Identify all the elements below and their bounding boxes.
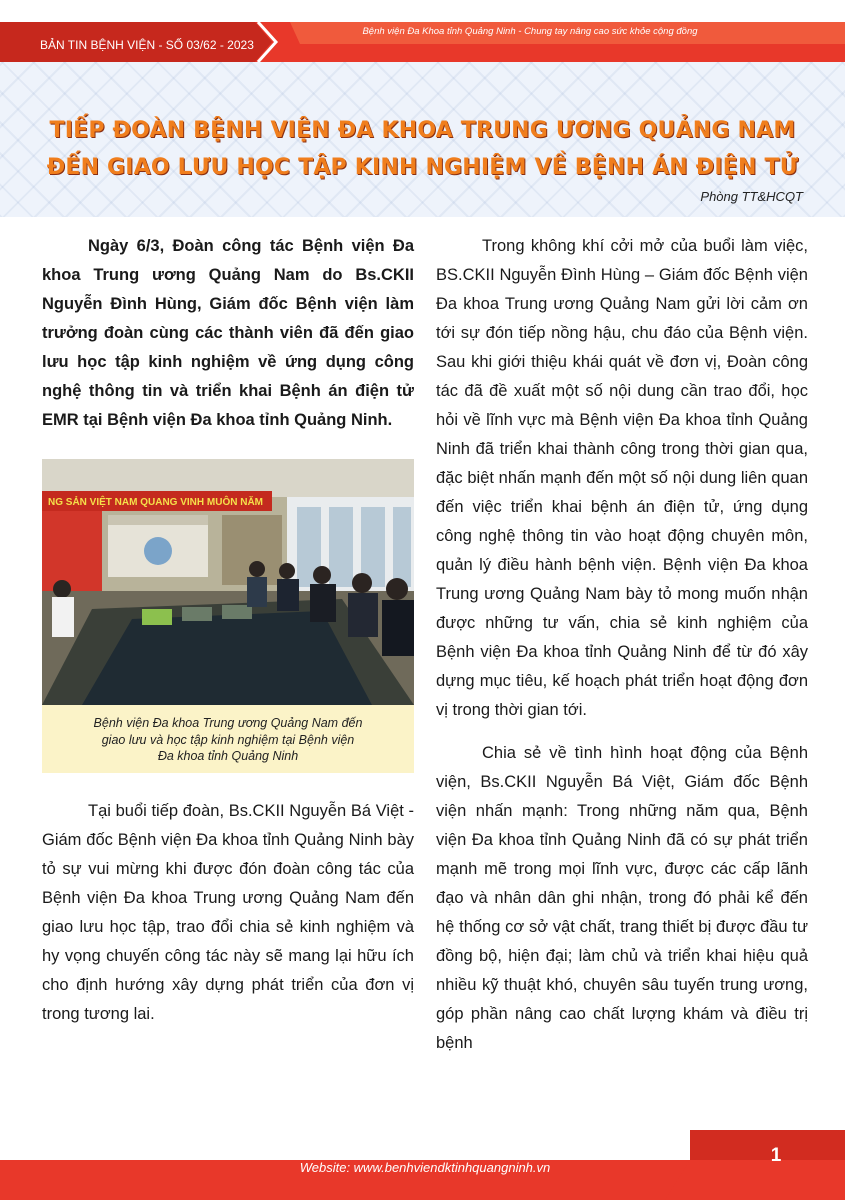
caption-line-3: Đa khoa tỉnh Quảng Ninh [157,749,299,763]
right-column [436,232,808,1072]
issue-label: BẢN TIN BỆNH VIỆN - SỐ 03/62 - 2023 [40,38,254,52]
photo-caption [42,705,414,773]
left-column [42,232,414,1043]
body-paragraph-left-1: Tại buổi tiếp đoàn, Bs.CKII Nguyễn Bá Việt - Giám đốc Bệnh viện Đa khoa tỉnh Quảng Ninh bày tỏ sự vui mừng khi được đón đoàn công tác của Bệnh viện Đa khoa Trung ương Quảng Nam đến giao lưu học tập, trao đổi chia sẻ kinh nghiệm và hy vọng chuyến công tác này sẽ mang lại hữu ích cho định hướng xây dựng phát triển của đơn vị trong tương lai. [42,802,414,1023]
meeting-photo [42,459,414,705]
caption-line-2: giao lưu và học tập kinh nghiệm tại Bệnh viện [101,732,355,747]
header-tagline: Bệnh viện Đa Khoa tỉnh Quảng Ninh - Chung tay nâng cao sức khỏe cộng đồng [362,26,698,37]
lead-paragraph: Ngày 6/3, Đoàn công tác Bệnh viện Đa khoa Trung ương Quảng Nam do Bs.CKII Nguyễn Đình Hùng, Giám đốc Bệnh viện làm trưởng đoàn cùng các thành viên đã đến giao lưu học tập kinh nghiệm về ứng dụng công nghệ thông tin và triển khai Bệnh án điện tử EMR tại Bệnh viện Đa khoa tỉnh Quảng Ninh. [42,237,414,429]
article-title [30,112,815,186]
caption-line-1: Bệnh viện Đa khoa Trung ương Quảng Nam đến [93,716,363,730]
article-author: Phòng TT&HCQT [700,189,803,204]
footer-website: Website: www.benhviendktinhquangninh.vn [299,1160,551,1175]
title-line-1: TIẾP ĐOÀN BỆNH VIỆN ĐA KHOA TRUNG ƯƠNG QUẢNG NAM [49,118,796,143]
title-line-2: ĐẾN GIAO LƯU HỌC TẬP KINH NGHIỆM VỀ BỆNH ÁN ĐIỆN TỬ [46,155,799,180]
meeting-photo-illustration [42,459,414,705]
page-number: 1 [770,1145,782,1166]
body-paragraph-right-2: Chia sẻ về tình hình hoạt động của Bệnh viện, Bs.CKII Nguyễn Bá Việt, Giám đốc Bệnh viện nhấn mạnh: Trong những năm qua, Bệnh viện Đa khoa tỉnh Quảng Ninh đã có sự phát triển mạnh mẽ trong mọi lĩnh vực, được các cấp lãnh đạo và nhân dân ghi nhận, trong đó phải kể đến hệ thống cơ sở vật chất, trang thiết bị được đầu tư đồng bộ, hiện đại; làm chủ và triển khai hiệu quả nhiều kỹ thuật khó, chuyên sâu tuyến trung ương, góp phần nâng cao chất lượng khám và điều trị bệnh [436,744,808,1052]
body-paragraph-right-1: Trong không khí cởi mở của buổi làm việc, BS.CKII Nguyễn Đình Hùng – Giám đốc Bệnh viện Đa khoa Trung ương Quảng Nam gửi lời cảm ơn tới sự đón tiếp nồng hậu, chu đáo của Bệnh viện. Sau khi giới thiệu khái quát về đơn vị, Đoàn công tác đã đề xuất một số nội dung cần trao đổi, học hỏi về lĩnh vực mà Bệnh viện Đa khoa tỉnh Quảng Ninh đã triển khai thành công trong thời gian qua, đặc biệt nhấn mạnh đến một số nội dung liên quan đến việc triển khai bệnh án điện tử, ứng dụng công nghệ thông tin vào hoạt động chuyên môn, quản lý điều hành bệnh viện. Bệnh viện Đa khoa Trung ương Quảng Nam bày tỏ mong muốn nhận được những tư vấn, chia sẻ kinh nghiệm của Bệnh viện Đa khoa tỉnh Quảng Ninh để từ đó xây dựng mục tiêu, kế hoạch phát triển hoạt động đơn vị trong thời gian tới. [436,237,808,719]
photo-banner-text: NG SẢN VIỆT NAM QUANG VINH MUÔN NĂM [48,497,263,508]
